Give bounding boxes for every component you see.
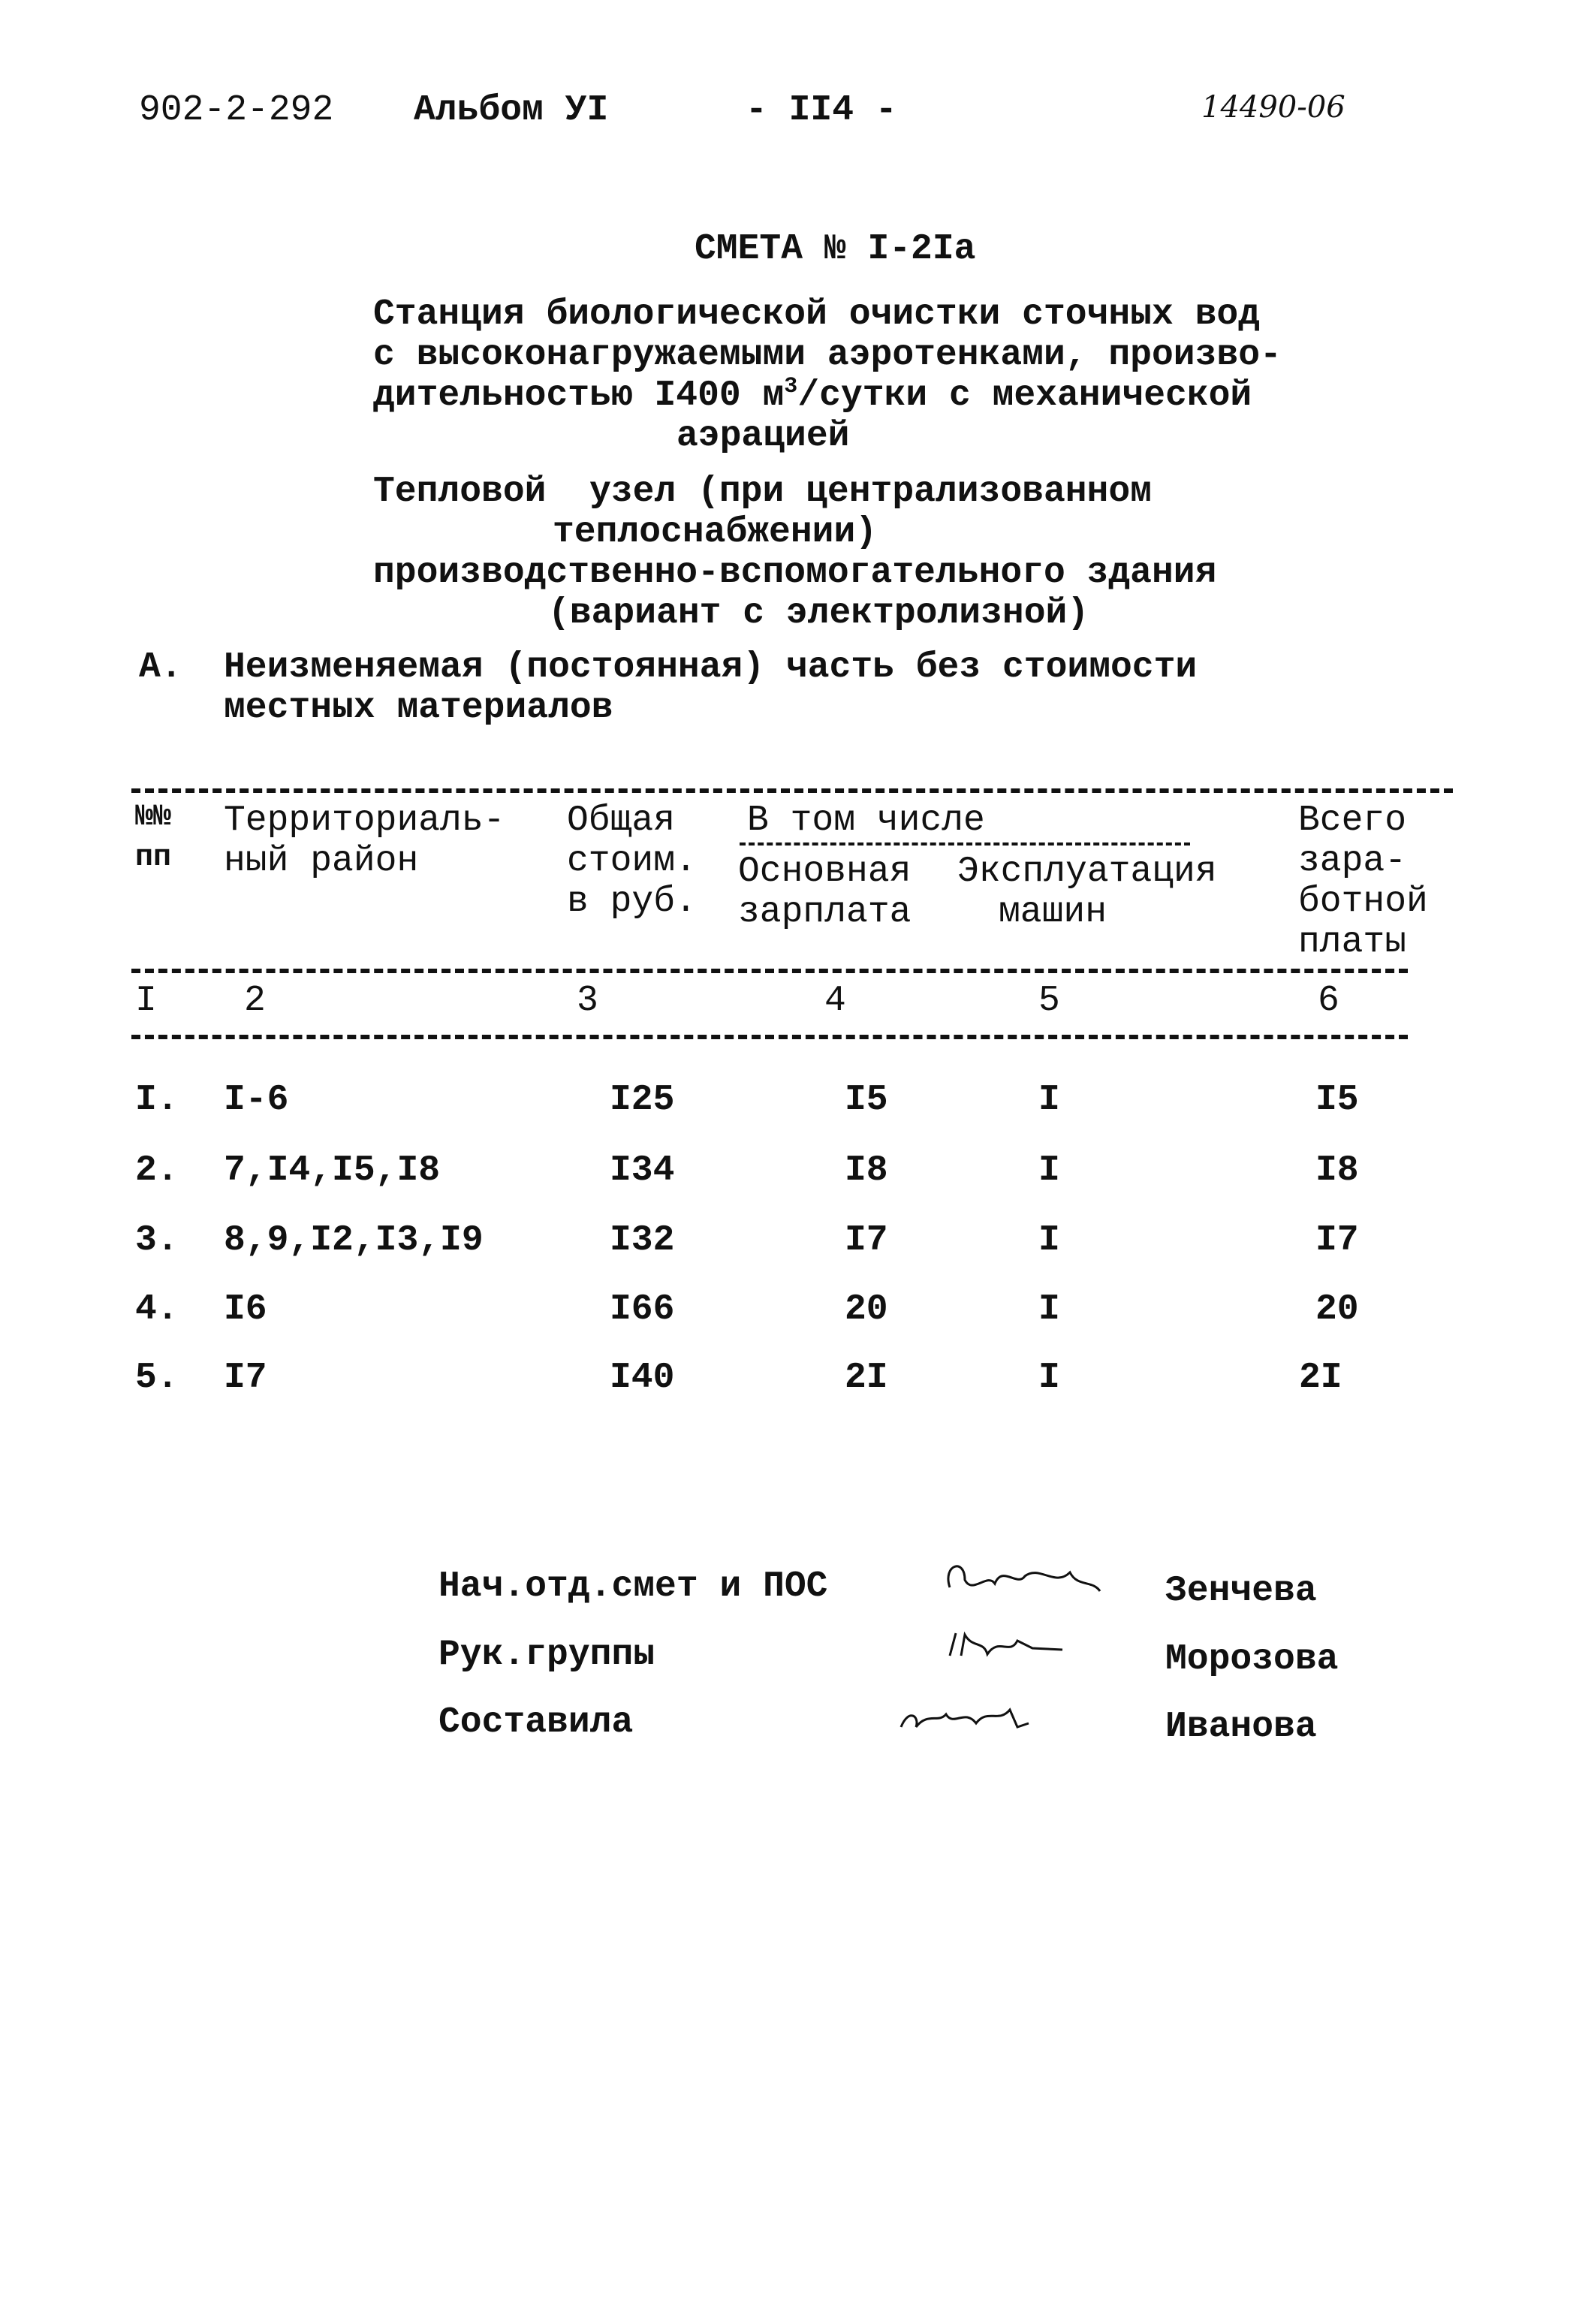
cell-total: I32: [610, 1220, 675, 1261]
cell-region: I7: [224, 1358, 267, 1398]
cell-wage: 2I: [845, 1358, 888, 1398]
cell-total: I25: [610, 1080, 675, 1120]
section-letter: А.: [139, 647, 182, 688]
cell-allwage: I7: [1315, 1220, 1359, 1261]
cell-allwage: 2I: [1299, 1358, 1342, 1398]
column-number: 4: [824, 981, 846, 1021]
handwritten-signature: [942, 1557, 1138, 1610]
cell-total: I66: [610, 1289, 675, 1330]
superscript: 3: [784, 374, 798, 399]
cell-wage: 20: [845, 1289, 888, 1330]
cell-allwage: I8: [1315, 1150, 1359, 1191]
cell-region: I-6: [224, 1080, 289, 1120]
cell-region: 7,I4,I5,I8: [224, 1150, 441, 1191]
cell-region: 8,9,I2,I3,I9: [224, 1220, 484, 1261]
header-all-wage: платы: [1298, 922, 1407, 963]
subheader-divider: [740, 842, 1190, 846]
document-title: СМЕТА № I-2Iа: [695, 229, 976, 270]
column-number: 6: [1318, 981, 1339, 1021]
signature-name: Зенчева: [1165, 1571, 1317, 1611]
section-title: местных материалов: [224, 688, 613, 728]
header-machines: машин: [999, 892, 1107, 933]
subtitle-line: Станция биологической очистки сточных вод: [373, 294, 1260, 335]
header-num: пп: [135, 841, 172, 875]
subtitle-text: /сутки с механической: [797, 375, 1252, 416]
column-number: 2: [244, 981, 266, 1021]
column-number: I: [135, 981, 157, 1021]
header-all-wage: ботной: [1298, 882, 1428, 922]
header-wage: Основная: [738, 852, 912, 892]
subtitle-line: [373, 375, 1252, 416]
object-line: теплоснабжении): [553, 512, 878, 553]
cell-total: I34: [610, 1150, 675, 1191]
cell-num: 4.: [135, 1289, 179, 1330]
section-title: Неизменяемая (постоянная) часть без стоимости: [224, 647, 1198, 688]
table-divider: [131, 788, 1453, 793]
cell-region: I6: [224, 1289, 267, 1330]
signature-name: Иванова: [1165, 1707, 1317, 1747]
subtitle-text: дительностью I400 м: [373, 375, 785, 416]
cell-wage: I5: [845, 1080, 888, 1120]
header-total: Общая: [567, 800, 676, 841]
cell-machines: I: [1038, 1150, 1060, 1191]
signature-name: Морозова: [1165, 1639, 1339, 1680]
cell-num: 5.: [135, 1358, 179, 1398]
page-number: - II4 -: [746, 90, 897, 131]
cell-machines: I: [1038, 1220, 1060, 1261]
album-label: Альбом УI: [414, 90, 609, 131]
object-line: (вариант с электролизной): [548, 593, 1089, 634]
cell-wage: I7: [845, 1220, 888, 1261]
header-num: №№: [135, 800, 172, 834]
handwritten-signature: [897, 1693, 1092, 1746]
cell-allwage: 20: [1315, 1289, 1359, 1330]
column-number: 3: [577, 981, 598, 1021]
header-all-wage: Всего: [1298, 800, 1407, 841]
subtitle-line: с высоконагружаемыми аэротенками, произво-: [373, 335, 1282, 375]
header-wage: зарплата: [738, 892, 912, 933]
cell-num: 2.: [135, 1150, 179, 1191]
object-line: производственно-вспомогательного здания: [373, 553, 1217, 593]
header-including: В том числе: [747, 800, 985, 841]
signature-role: Рук.группы: [438, 1635, 655, 1675]
table-divider: [131, 1035, 1408, 1039]
reference-number: 14490-06: [1201, 90, 1345, 125]
cell-wage: I8: [845, 1150, 888, 1191]
header-total: в руб.: [567, 882, 697, 922]
header-region: Территориаль-: [224, 800, 505, 841]
cell-total: I40: [610, 1358, 675, 1398]
cell-machines: I: [1038, 1289, 1060, 1330]
subtitle-line: аэрацией: [676, 416, 850, 457]
header-region: ный район: [224, 841, 419, 882]
cell-allwage: I5: [1315, 1080, 1359, 1120]
cell-machines: I: [1038, 1358, 1060, 1398]
object-line: Тепловой узел (при централизованном: [373, 472, 1152, 512]
cell-num: 3.: [135, 1220, 179, 1261]
cell-num: I.: [135, 1080, 179, 1120]
signature-role: Составила: [438, 1702, 634, 1743]
table-divider: [131, 969, 1408, 973]
handwritten-signature: [942, 1626, 1138, 1678]
cell-machines: I: [1038, 1080, 1060, 1120]
header-all-wage: зара-: [1298, 841, 1407, 882]
header-total: стоим.: [567, 841, 697, 882]
column-number: 5: [1038, 981, 1060, 1021]
signature-role: Нач.отд.смет и ПОС: [438, 1566, 828, 1607]
project-code: 902-2-292: [139, 90, 334, 131]
header-machines: Эксплуатация: [957, 852, 1217, 892]
